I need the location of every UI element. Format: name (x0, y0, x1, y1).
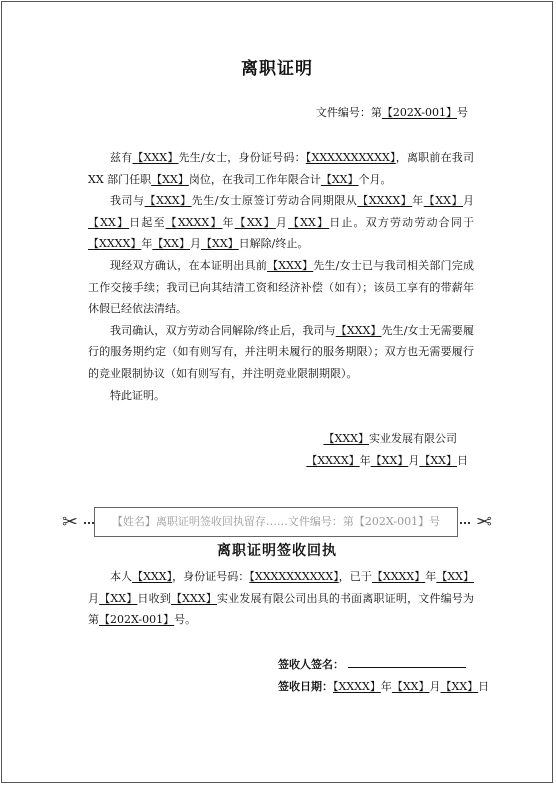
text: 先生/女士已与我司相关部门完成工作交接手续；我司已向其结清工资和经济补偿（如有）；该员工享有的带薪年休假已经依法清结。 (88, 258, 474, 316)
sign-date-label: 签收日期： (278, 680, 333, 693)
text: 本人 (110, 570, 133, 583)
text: ，身份证号码： (172, 570, 250, 583)
post-field[interactable]: 【XX】 (151, 172, 189, 186)
id-number-field[interactable]: 【XXXXXXXXXX】 (305, 151, 396, 164)
receipt-paragraph (88, 566, 474, 631)
text: 日 (457, 454, 468, 467)
text: 我司与 (110, 194, 145, 208)
document-title: 离职证明 (241, 59, 313, 79)
text: 年 (425, 570, 437, 583)
text: ，离职前在我司 XX 部门任职 (88, 151, 474, 186)
certificate-body (88, 147, 474, 406)
issue-month-field[interactable]: 【XX】 (370, 454, 409, 467)
receipt-docno-field[interactable]: 【202X-001】 (99, 613, 175, 627)
company-suffix: 实业发展有限公司 (369, 432, 457, 445)
text: 日收到 (137, 591, 171, 605)
signature-field[interactable] (348, 656, 466, 668)
text: 先生/女士，身份证号码： (178, 151, 306, 164)
text: 年 (222, 215, 235, 229)
receipt-company-field[interactable]: 【XXX】 (170, 591, 217, 605)
employee-name-field[interactable]: 【XXX】 (267, 258, 314, 272)
text: 年 (412, 194, 424, 208)
text: 年 (380, 680, 392, 693)
receiver-name-field[interactable]: 【XXX】 (132, 570, 173, 583)
start-month-field[interactable]: 【XX】 (423, 194, 463, 208)
receipt-day-field[interactable]: 【XX】 (99, 591, 138, 605)
text: 实业发展有限公司出具的书面离职证明，文件编号为第 (88, 591, 475, 627)
text: 日起至 (129, 215, 166, 229)
paragraph-3 (88, 255, 474, 320)
text: 我司确认，双方劳动合同解除/终止后，我司与 (110, 323, 336, 337)
text: 月 (88, 591, 100, 605)
text: 月 (275, 215, 289, 229)
text: 年 (359, 454, 371, 467)
issue-day-field[interactable]: 【XX】 (419, 454, 457, 467)
text: 先生/女士无需要履行的服务期约定（如有则写有，并注明未履行的服务期限）；双方也无需要履行的竞业限制协议（如有则写有，并注明竞业限制期限）。 (88, 323, 474, 380)
text: 月 (429, 680, 441, 693)
months-field[interactable]: 【XX】 (320, 172, 359, 186)
termination-day-field[interactable]: 【XX】 (201, 237, 239, 251)
text: 月 (190, 237, 201, 251)
paragraph-5: 特此证明。 (110, 388, 165, 402)
termination-month-field[interactable]: 【XX】 (152, 237, 190, 251)
text: 个月。 (358, 172, 392, 186)
docno-prefix: 文件编号：第 (315, 106, 382, 119)
sign-month-field[interactable]: 【XX】 (391, 680, 430, 693)
receiver-id-field[interactable]: 【XXXXXXXXXX】 (249, 570, 339, 583)
end-day-field[interactable]: 【XX】 (288, 215, 330, 229)
receipt-title: 离职证明签收回执 (217, 543, 337, 559)
receipt-body (88, 566, 474, 631)
employee-name-field[interactable]: 【XXX】 (132, 151, 179, 164)
text: 日解除/终止。 (238, 237, 309, 251)
text: ，已于 (338, 570, 372, 583)
company-name-field[interactable]: 【XXX】 (323, 432, 369, 445)
end-month-field[interactable]: 【XX】 (234, 215, 276, 229)
document-page (1, 1, 553, 783)
cut-line-label: 【姓名】离职证明签收回执留存……文件编号：第【202X-001】号 (94, 507, 458, 537)
text: 兹有 (110, 151, 133, 164)
text: 现经双方确认，在本证明出具前 (110, 258, 268, 272)
termination-year-field[interactable]: 【XXXX】 (88, 237, 142, 251)
text: 日 (478, 680, 490, 693)
text: 岗位，在我司工作年限合计 (188, 172, 321, 186)
start-day-field[interactable]: 【XX】 (88, 215, 130, 229)
issue-date (306, 452, 468, 468)
scissors-icon: ✂ (476, 511, 492, 533)
end-year-field[interactable]: 【XXXX】 (165, 215, 223, 229)
docno-value[interactable]: 【202X-001】 (381, 106, 457, 119)
scissors-icon: ✂ (62, 511, 78, 533)
issuing-company (324, 430, 458, 446)
signer-line (278, 656, 466, 672)
paragraph-1 (88, 147, 474, 190)
receipt-month-field[interactable]: 【XX】 (436, 570, 475, 583)
sign-day-field[interactable]: 【XX】 (440, 680, 479, 693)
text: 年 (141, 237, 153, 251)
sign-date-line (278, 678, 489, 694)
text: 先生/女士原签订劳动合同期限从 (191, 194, 358, 208)
start-year-field[interactable]: 【XXXX】 (357, 194, 413, 208)
sign-year-field[interactable]: 【XXXX】 (333, 680, 381, 693)
docno-suffix: 号 (457, 106, 468, 119)
employee-name-field[interactable]: 【XXX】 (144, 194, 192, 208)
paragraph-4 (88, 320, 474, 385)
text: 号。 (174, 613, 197, 627)
text: 日止。双方劳动劳动合同于 (329, 215, 475, 229)
text: 月 (463, 194, 474, 208)
signer-label: 签收人签名： (278, 658, 344, 671)
employee-name-field[interactable]: 【XXX】 (335, 323, 382, 337)
document-number (316, 104, 468, 120)
text: 月 (408, 454, 420, 467)
receipt-year-field[interactable]: 【XXXX】 (371, 570, 426, 583)
issue-year-field[interactable]: 【XXXX】 (306, 454, 360, 467)
paragraph-2 (88, 190, 474, 255)
